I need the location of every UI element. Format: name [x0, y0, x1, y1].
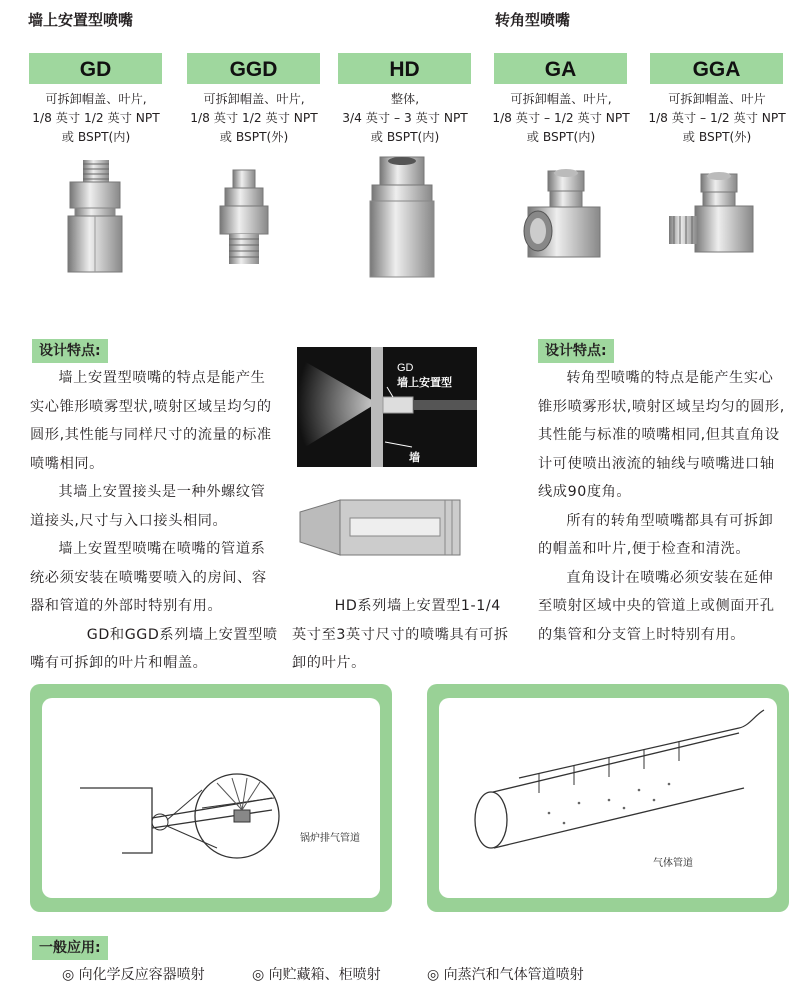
gd-wall-mount-photo	[297, 347, 477, 467]
boiler-exhaust-diagram-frame	[30, 684, 392, 912]
gas-pipe-diagram-frame	[427, 684, 789, 912]
application-item: ◎ 向蒸汽和气体管道喷射	[427, 967, 584, 983]
gd-photo-label-code: GD	[397, 362, 414, 374]
application-item: ◎ 向化学反应容器喷射	[62, 967, 205, 983]
hd-cutaway-image	[290, 490, 480, 565]
features-label-right: 设计特点:	[538, 339, 614, 363]
model-badge-hd: HD	[338, 53, 471, 84]
gas-pipe-diagram	[439, 698, 777, 898]
gga-nozzle-image	[663, 170, 763, 270]
ga-nozzle-image	[510, 165, 610, 275]
features-label-left: 设计特点:	[32, 339, 108, 363]
model-badge-ga: GA	[494, 53, 627, 84]
model-desc-hd: 整体, 3/4 英寸 – 3 英寸 NPT 或 BSPT(内)	[342, 92, 468, 144]
boiler-exhaust-diagram	[42, 698, 380, 898]
section-title-angle: 转角型喷嘴	[495, 11, 571, 29]
model-badge-ggd: GGD	[187, 53, 320, 84]
application-item: ◎ 向贮藏箱、柜喷射	[252, 967, 381, 983]
gd-nozzle-image	[55, 150, 135, 280]
boiler-caption: 锅炉排气管道	[300, 833, 360, 844]
hd-caption: HD系列墙上安置型1-1/4英寸至3英寸尺寸的喷嘴具有可拆卸的叶片。	[292, 598, 509, 671]
applications-label: 一般应用:	[32, 936, 108, 960]
model-badge-gd: GD	[29, 53, 162, 84]
wall-label: 墙	[409, 451, 420, 464]
section-title-wall: 墙上安置型喷嘴	[28, 11, 134, 29]
model-badge-gga: GGA	[650, 53, 783, 84]
gd-photo-label-type: 墙上安置型	[397, 376, 452, 389]
hd-nozzle-image	[362, 155, 442, 280]
left-features-text: 墙上安置型喷嘴的特点是能产生实心锥形喷雾型状,喷射区域呈均匀的圆形,其性能与同样尺寸的流量的标准喷嘴相同。 其墙上安置接头是一种外螺纹管道接头,尺寸与入口接头相同。 墙上安置型喷嘴在喷嘴的管道系统必须安装在喷嘴要喷入的房间、容器和管道的外部时特别有用。 GD和GGD系列墙上安置型喷嘴有可拆卸的叶片和帽盖。	[30, 370, 278, 671]
gas-pipe-caption: 气体管道	[653, 858, 693, 869]
model-desc-ggd: 可拆卸帽盖、叶片, 1/8 英寸 1/2 英寸 NPT 或 BSPT(外)	[190, 92, 318, 144]
model-desc-gga: 可拆卸帽盖、叶片 1/8 英寸 – 1/2 英寸 NPT 或 BSPT(外)	[648, 92, 786, 144]
ggd-nozzle-image	[215, 165, 275, 280]
model-desc-ga: 可拆卸帽盖、叶片, 1/8 英寸 – 1/2 英寸 NPT 或 BSPT(内)	[492, 92, 630, 144]
model-desc-gd: 可拆卸帽盖、叶片, 1/8 英寸 1/2 英寸 NPT 或 BSPT(内)	[32, 92, 160, 144]
right-features-text: 转角型喷嘴的特点是能产生实心锥形喷雾形状,喷射区域呈均匀的圆形,其性能与标准的喷嘴相同,但其直角设计可使喷出液流的轴线与喷嘴进口轴线成90度角。 所有的转角型喷嘴都具有可拆卸的帽盖和叶片,便于检查和清洗。 直角设计在喷嘴必须安装在延伸至喷射区域中央的管道上或侧面开孔的集管和分支管上时特别有用。	[538, 370, 785, 643]
